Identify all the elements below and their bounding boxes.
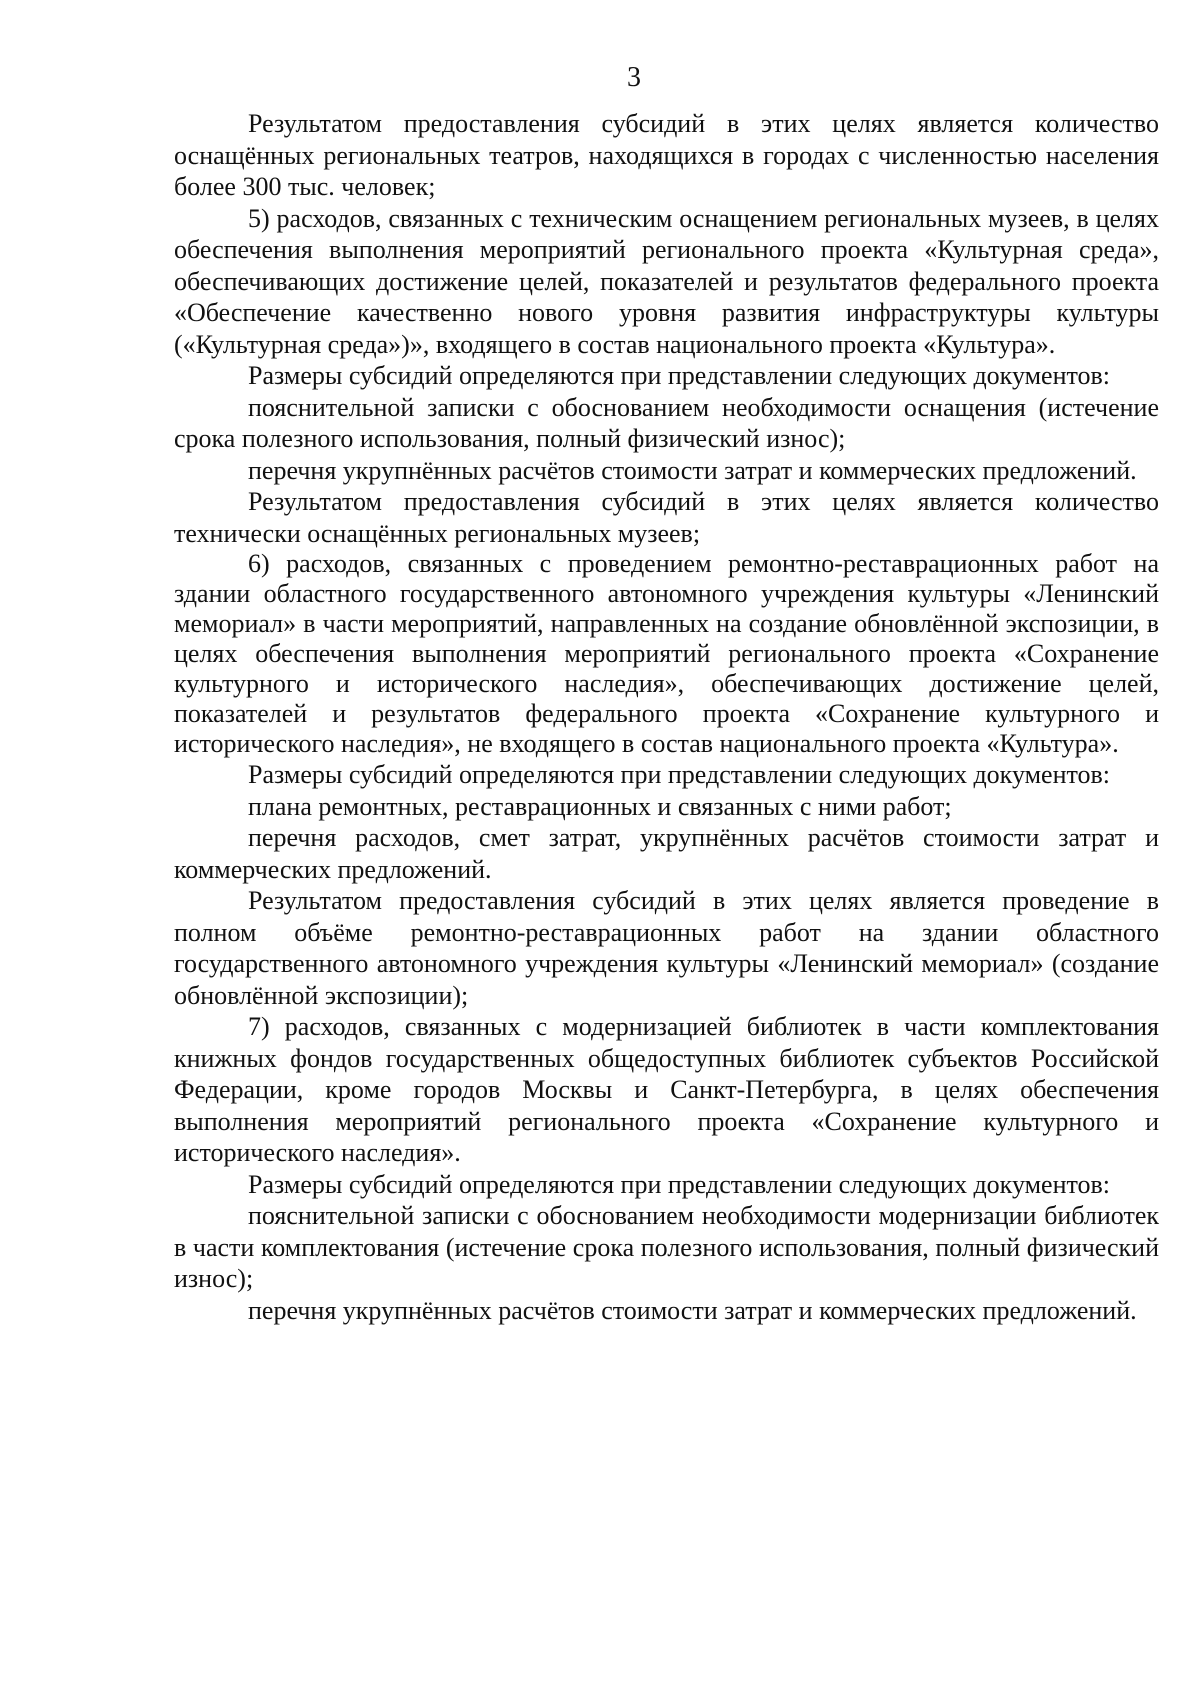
- paragraph-cost-estimates: перечня укрупнённых расчётов стоимости затрат и коммерческих предложений.: [248, 455, 1137, 485]
- paragraph-expense-list: перечня расходов, смет затрат, укрупнённых расчётов стоимости затрат и коммерческих предложений.: [174, 823, 1159, 884]
- paragraph-item-5-museums: 5) расходов, связанных с техническим оснащением региональных музеев, в целях обеспечения выполнения мероприятий регионального проекта «Культурная среда», обеспечивающих достижение целей, показателей и результатов федерального проекта «Обеспечение качественно нового уровня развития инфраструктуры культуры («Культурная среда»)», входящего в состав национального проекта «Культура».: [174, 203, 1159, 359]
- paragraph-subsidy-documents: Размеры субсидий определяются при представлении следующих документов:: [248, 760, 1111, 789]
- paragraph-explanatory-note-libraries: пояснительной записки с обоснованием необходимости модернизации библиотек в части комплектования (истечение срока полезного использования, полный физический износ);: [174, 1201, 1159, 1293]
- page-number: 3: [627, 62, 641, 93]
- paragraph-cost-estimates: перечня укрупнённых расчётов стоимости затрат и коммерческих предложений.: [248, 1295, 1137, 1325]
- paragraph-explanatory-note: пояснительной записки с обоснованием необходимости оснащения (истечение срока полезного использования, полный физический износ);: [174, 392, 1159, 453]
- paragraph-item-6-lenin-memorial: 6) расходов, связанных с проведением ремонтно-реставрационных работ на здании областного государственного автономного учреждения культуры «Ленинский мемориал» в части мероприятий, направленных на создание обновлённой экспозиции, в целях обеспечения выполнения мероприятий регионального проекта «Сохранение культурного и исторического наследия», обеспечивающих достижение целей, показателей и результатов федерального проекта «Сохранение культурного и исторического наследия», не входящего в состав национального проекта «Культура».: [174, 549, 1159, 758]
- paragraph-item-7-libraries: 7) расходов, связанных с модернизацией библиотек в части комплектования книжных фондов государственных общедоступных библиотек субъектов Российской Федерации, кроме городов Москвы и Санкт-Петербурга, в целях обеспечения выполнения мероприятий регионального проекта «Сохранение культурного и исторического наследия».: [174, 1012, 1159, 1167]
- paragraph-result-theatres: Результатом предоставления субсидий в этих целях является количество оснащённых региональных театров, находящихся в городах с численностью населения более 300 тыс. человек;: [174, 109, 1159, 201]
- paragraph-repair-plan: плана ремонтных, реставрационных и связанных с ними работ;: [248, 791, 952, 821]
- paragraph-result-repair: Результатом предоставления субсидий в этих целях является проведение в полном объёме ремонтно-реставрационных работ на здании областного государственного автономного учреждения культуры «Ленинский мемориал» (создание обновлённой экспозиции);: [174, 886, 1159, 1010]
- document-body: [174, 108, 1159, 1326]
- paragraph-subsidy-documents: Размеры субсидий определяются при представлении следующих документов:: [248, 1169, 1111, 1199]
- paragraph-result-museums: Результатом предоставления субсидий в этих целях является количество технически оснащённых региональных музеев;: [174, 487, 1159, 548]
- paragraph-subsidy-documents: Размеры субсидий определяются при представлении следующих документов:: [248, 361, 1111, 390]
